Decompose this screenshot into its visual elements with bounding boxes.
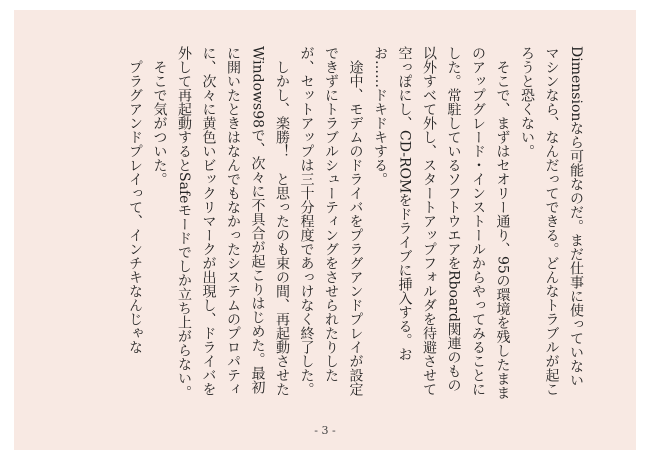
document-page <box>14 10 636 450</box>
paragraph: プラグアンドプレイって、インチキなんじゃな <box>127 60 143 354</box>
page-number: - 3 - <box>314 424 336 437</box>
paragraph: しかし、楽勝！ と思ったのも束の間、再起動させたWindows98で、次々に不具合が起こりはじめた。最初に開いたときはなんでもなかったシステムのプロパティに、次々に黄色いビックリマークが出現し、ドライバを外して再起動するとSafeモードでしか立ち上がらない。 <box>176 46 290 400</box>
paragraph: Dimensionなら可能なのだ。まだ仕事に使っていないマシンなら、なんだってできる。どんなトラブルが起ころうと恐くない。 <box>519 46 584 396</box>
body-text <box>123 46 589 401</box>
paragraph: 途中、モデムのドライバをプラグアンドプレイが設定できずにトラブルシューティングをさせられたりしたが、セットアップは三十分程度であっけなく終了した。 <box>298 46 364 396</box>
paragraph: そこで、まずはセオリー通り、95の環境を残したままのアップグレード・インストールからやってみることにした。常駐しているソフトウエアをRboard関連のもの以外すべて外し、スタートアップフォルダを待避させて空っぽにし、CD-ROMをドライブに挿入する。おお……ドキドキする。 <box>372 46 511 400</box>
paragraph: そこで気がついた。 <box>151 60 168 186</box>
